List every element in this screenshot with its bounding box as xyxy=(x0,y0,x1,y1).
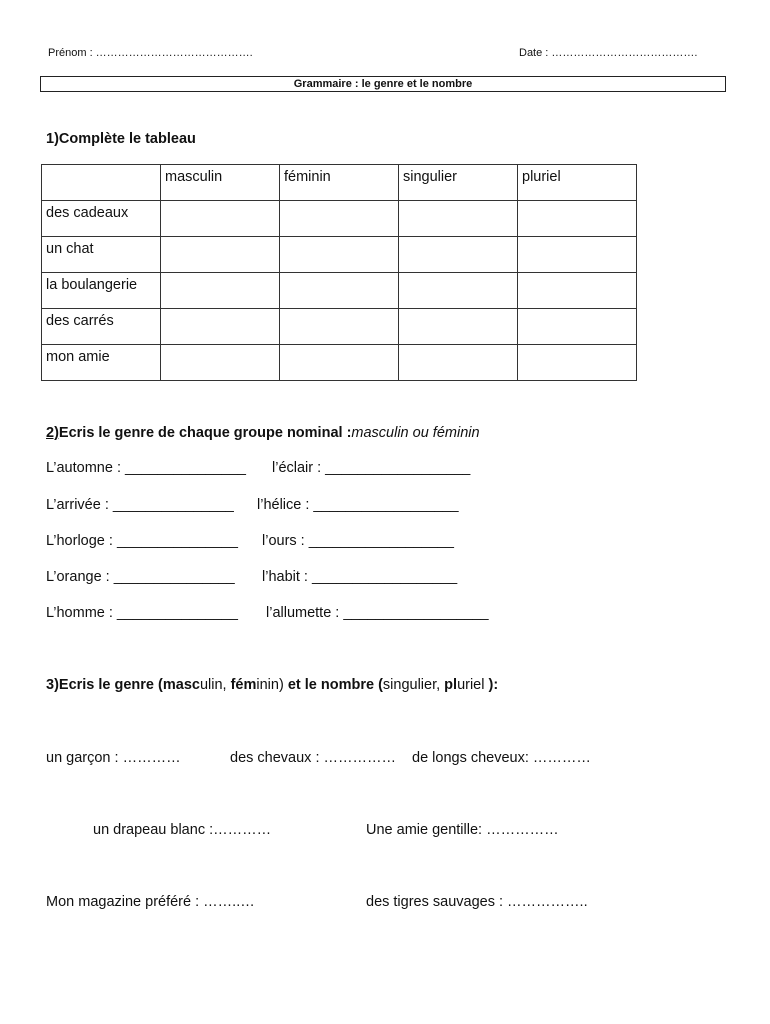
section3-heading xyxy=(46,677,498,693)
answer-cell[interactable] xyxy=(518,237,637,273)
table-row-label: des carrés xyxy=(42,309,161,345)
table-header-cell: pluriel xyxy=(518,165,637,201)
answer-cell[interactable] xyxy=(280,201,399,237)
exercise-item[interactable]: Mon magazine préféré : ……..… xyxy=(46,894,255,910)
section3-heading-part: et le nombre ( xyxy=(287,677,383,693)
section3-heading-part: ulin, xyxy=(199,677,231,693)
exercise-item[interactable]: un drapeau blanc :………… xyxy=(93,822,272,838)
table-row-label: un chat xyxy=(42,237,161,273)
section3-heading-part: ): xyxy=(488,677,499,693)
section2-heading xyxy=(46,425,480,441)
section3-heading-part: 3)Ecris le genre ( xyxy=(46,677,163,693)
section3-heading-part: uriel xyxy=(457,677,489,693)
answer-cell[interactable] xyxy=(161,237,280,273)
table-header-cell: masculin xyxy=(161,165,280,201)
table-header-row xyxy=(42,165,637,201)
answer-cell[interactable] xyxy=(161,273,280,309)
exercise-line-right[interactable]: l’allumette : __________________ xyxy=(266,605,489,621)
section3-heading-part: masc xyxy=(162,677,200,693)
exercise-line-right[interactable]: l’ours : __________________ xyxy=(262,533,454,549)
table-row-label: la boulangerie xyxy=(42,273,161,309)
section3-heading-part: fém xyxy=(230,677,257,693)
exercise-line-left[interactable]: L’automne : _______________ xyxy=(46,460,246,476)
section2-instruction: Ecris le genre de chaque groupe nominal : xyxy=(58,425,352,441)
table-row xyxy=(42,237,637,273)
answer-cell[interactable] xyxy=(280,309,399,345)
answer-cell[interactable] xyxy=(399,201,518,237)
table-row xyxy=(42,345,637,381)
answer-cell[interactable] xyxy=(161,201,280,237)
table-row xyxy=(42,309,637,345)
exercise-line-left[interactable]: L’arrivée : _______________ xyxy=(46,497,234,513)
section3-heading-part: inin) xyxy=(256,677,288,693)
prenom-field: Prénom : ……………………………………. xyxy=(48,47,253,59)
exercise-item[interactable]: des chevaux : …………… xyxy=(230,750,396,766)
exercise-line-right[interactable]: l’hélice : __________________ xyxy=(257,497,459,513)
section2-hint: masculin ou féminin xyxy=(351,425,480,441)
answer-cell[interactable] xyxy=(280,345,399,381)
answer-cell[interactable] xyxy=(399,237,518,273)
table-row xyxy=(42,201,637,237)
answer-cell[interactable] xyxy=(399,345,518,381)
table-row-label: mon amie xyxy=(42,345,161,381)
table-row xyxy=(42,273,637,309)
answer-cell[interactable] xyxy=(518,309,637,345)
section1-heading: 1)Complète le tableau xyxy=(46,131,196,147)
exercise-line-left[interactable]: L’horloge : _______________ xyxy=(46,533,238,549)
answer-cell[interactable] xyxy=(280,273,399,309)
answer-cell[interactable] xyxy=(518,345,637,381)
answer-cell[interactable] xyxy=(399,273,518,309)
table-header-cell: féminin xyxy=(280,165,399,201)
answer-cell[interactable] xyxy=(518,273,637,309)
grammar-table xyxy=(41,164,637,381)
table-header-cell xyxy=(42,165,161,201)
section3-heading-part: singulier, xyxy=(382,677,445,693)
exercise-item[interactable]: de longs cheveux: ………… xyxy=(412,750,591,766)
exercise-item[interactable]: un garçon : ………… xyxy=(46,750,181,766)
exercise-item[interactable]: des tigres sauvages : …………….. xyxy=(366,894,588,910)
answer-cell[interactable] xyxy=(518,201,637,237)
worksheet-title: Grammaire : le genre et le nombre xyxy=(40,76,726,92)
section3-heading-part: pl xyxy=(444,677,458,693)
exercise-line-right[interactable]: l’habit : __________________ xyxy=(262,569,458,585)
exercise-line-left[interactable]: L’homme : _______________ xyxy=(46,605,238,621)
answer-cell[interactable] xyxy=(161,345,280,381)
table-header-cell: singulier xyxy=(399,165,518,201)
answer-cell[interactable] xyxy=(161,309,280,345)
exercise-line-right[interactable]: l’éclair : __________________ xyxy=(272,460,471,476)
section2-number: 2) xyxy=(46,425,59,441)
answer-cell[interactable] xyxy=(280,237,399,273)
exercise-item[interactable]: Une amie gentille: …………… xyxy=(366,822,559,838)
exercise-line-left[interactable]: L’orange : _______________ xyxy=(46,569,235,585)
table-row-label: des cadeaux xyxy=(42,201,161,237)
date-field: Date : …………………………………. xyxy=(519,47,698,59)
answer-cell[interactable] xyxy=(399,309,518,345)
